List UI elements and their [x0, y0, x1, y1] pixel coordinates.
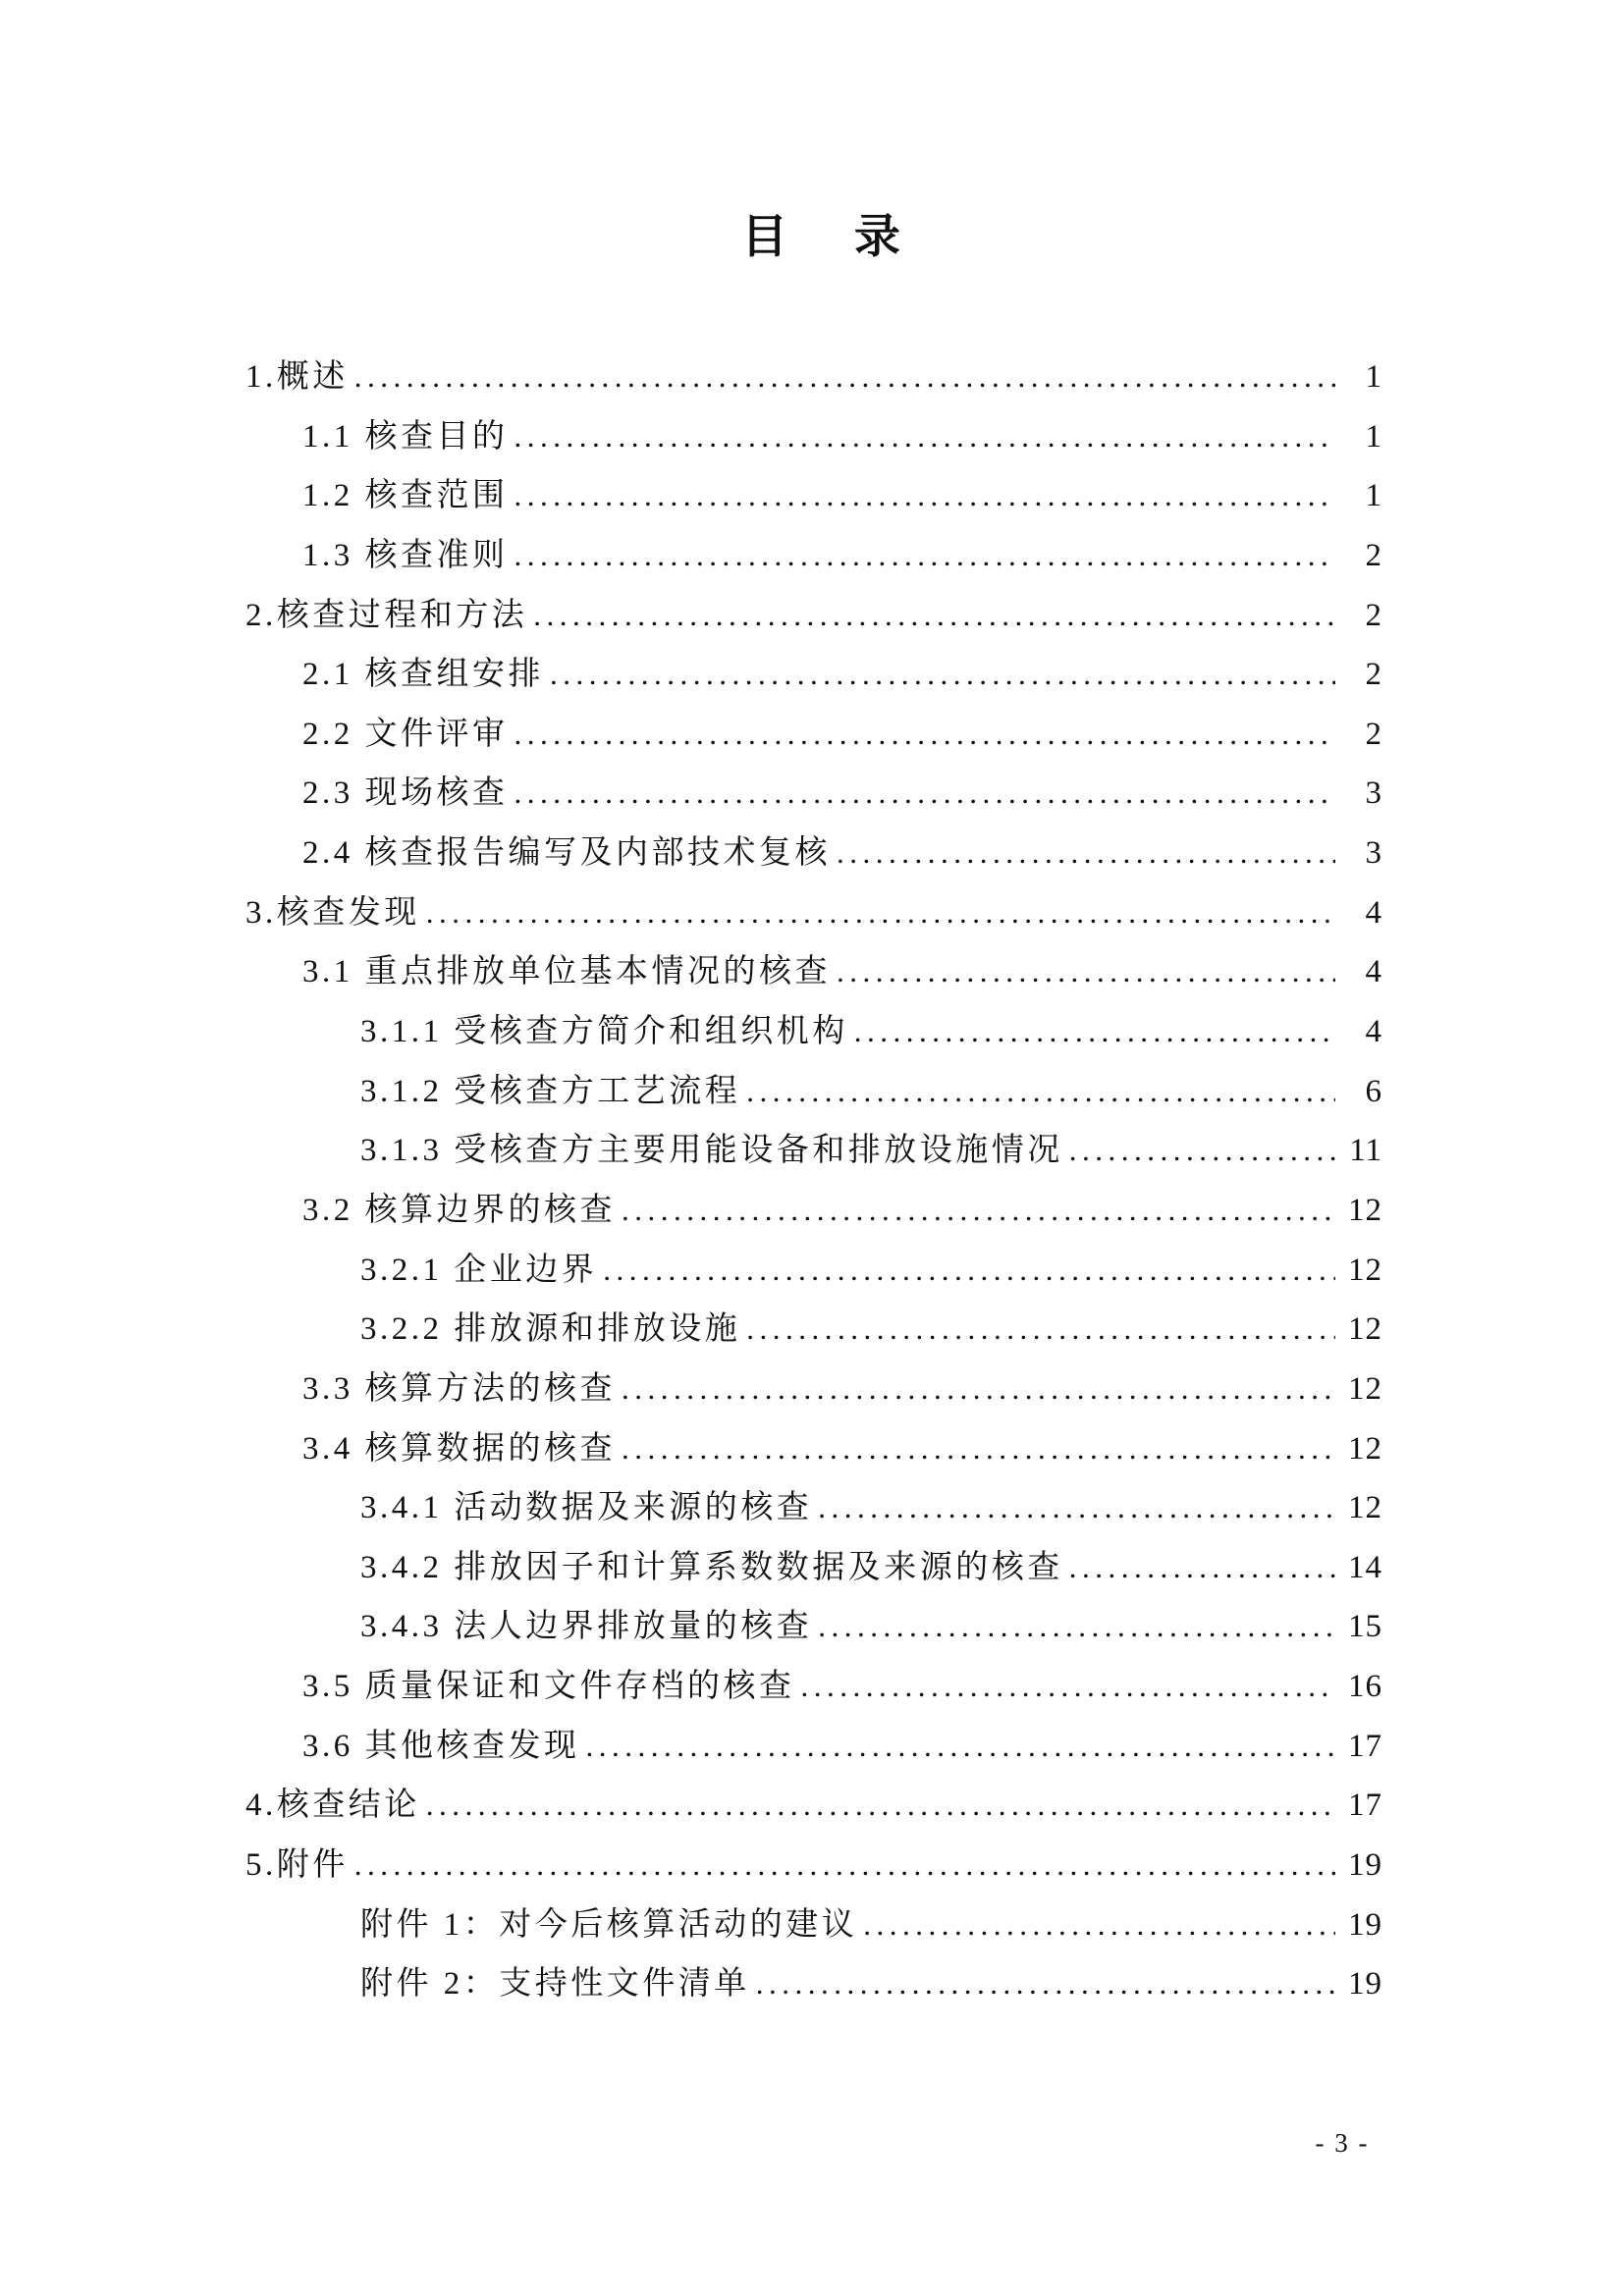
page-footer	[1288, 2128, 1396, 2159]
toc-entry[interactable]	[245, 1478, 1382, 1538]
toc-entry-label: 附件 2：支持性文件清单	[360, 1966, 750, 2002]
toc-entry-label: 3.5 质量保证和文件存档的核查	[302, 1669, 795, 1705]
toc-entry-page: 16	[1348, 1669, 1382, 1705]
toc-entry[interactable]	[245, 407, 1382, 467]
toc-entry-label: 3.1.2 受核查方工艺流程	[360, 1073, 741, 1109]
toc-entry[interactable]	[245, 942, 1382, 1002]
toc-entry-page: 12	[1348, 1430, 1382, 1467]
toc-entry[interactable]	[245, 1300, 1382, 1360]
toc-entry-page: 19	[1348, 1906, 1382, 1943]
toc-leader-dots	[514, 407, 1336, 467]
toc-entry-page: 17	[1348, 1788, 1382, 1824]
toc-entry[interactable]	[245, 1776, 1382, 1836]
toc-entry[interactable]	[245, 764, 1382, 824]
toc-leader-dots	[586, 1717, 1336, 1777]
toc-entry-label: 3.4.1 活动数据及来源的核查	[360, 1490, 813, 1526]
toc-entry-label: 1.1 核查目的	[302, 418, 509, 454]
toc-leader-dots	[514, 764, 1336, 824]
toc-leader-dots	[854, 1002, 1335, 1062]
toc-leader-dots	[354, 347, 1335, 407]
toc-entry[interactable]	[245, 1002, 1382, 1062]
toc-entry-page: 12	[1348, 1311, 1382, 1348]
toc-entry-page: 1	[1365, 418, 1382, 454]
toc-leader-dots	[622, 1181, 1335, 1241]
toc-entry-page: 15	[1348, 1609, 1382, 1645]
toc-entry-label: 3.1.1 受核查方简介和组织机构	[360, 1014, 848, 1050]
toc-entry[interactable]	[245, 1717, 1382, 1777]
toc-entry-page: 1	[1365, 359, 1382, 395]
toc-entry-label: 3.核查发现	[245, 894, 420, 931]
toc-entry-page: 4	[1365, 894, 1382, 931]
toc-entry[interactable]	[245, 526, 1382, 586]
toc-entry-label: 1.概述	[245, 359, 349, 395]
toc-entry-page: 4	[1365, 1014, 1382, 1050]
toc-leader-dots	[818, 1478, 1335, 1538]
toc-leader-dots	[1069, 1538, 1335, 1598]
toc-entry-label: 3.6 其他核查发现	[302, 1728, 580, 1764]
toc-entry-page: 19	[1348, 1966, 1382, 2002]
toc-entry-label: 3.1 重点排放单位基本情况的核查	[302, 954, 831, 990]
toc-leader-dots	[426, 883, 1335, 943]
toc-leader-dots	[863, 1896, 1335, 1955]
toc-entry-label: 3.1.3 受核查方主要用能设备和排放设施情况	[360, 1133, 1063, 1169]
toc-entry-page: 2	[1365, 597, 1382, 633]
toc-entry[interactable]	[245, 705, 1382, 765]
footer-page-number: - 3 -	[1315, 2128, 1370, 2158]
toc-entry-label: 3.4.2 排放因子和计算系数数据及来源的核查	[360, 1549, 1063, 1585]
toc-entry-page: 2	[1365, 716, 1382, 752]
toc-entry-page: 2	[1365, 537, 1382, 573]
toc-entry-page: 11	[1349, 1133, 1382, 1169]
toc-entry-label: 3.2.2 排放源和排放设施	[360, 1311, 741, 1348]
toc-entry[interactable]	[245, 1121, 1382, 1181]
toc-leader-dots	[746, 1300, 1335, 1360]
toc-entry-page: 6	[1365, 1073, 1382, 1109]
toc-entry-label: 附件 1：对今后核算活动的建议	[360, 1906, 858, 1943]
toc-entry-page: 12	[1348, 1490, 1382, 1526]
toc-entry[interactable]	[245, 1062, 1382, 1122]
toc-entry-page: 3	[1365, 775, 1382, 812]
toc-entry-page: 12	[1348, 1252, 1382, 1288]
toc-entry-label: 3.4 核算数据的核查	[302, 1430, 616, 1467]
toc-leader-dots	[426, 1776, 1335, 1836]
toc-leader-dots	[603, 1241, 1335, 1301]
toc-entry[interactable]	[245, 1896, 1382, 1955]
toc-entry-page: 3	[1365, 835, 1382, 872]
toc-entry[interactable]	[245, 1597, 1382, 1657]
toc-leader-dots	[1069, 1121, 1335, 1181]
toc-entry[interactable]	[245, 1241, 1382, 1301]
toc-entry[interactable]	[245, 1181, 1382, 1241]
toc-leader-dots	[354, 1836, 1335, 1896]
toc-entry[interactable]	[245, 1360, 1382, 1419]
toc-entry[interactable]	[245, 645, 1382, 705]
toc-entry-label: 3.2 核算边界的核查	[302, 1192, 616, 1228]
toc-entry[interactable]	[245, 824, 1382, 883]
toc-entry[interactable]	[245, 347, 1382, 407]
toc-leader-dots	[550, 645, 1335, 705]
toc-entry[interactable]	[245, 466, 1382, 526]
toc-entry[interactable]	[245, 1538, 1382, 1598]
toc-entry-label: 5.附件	[245, 1847, 349, 1884]
toc-leader-dots	[837, 942, 1335, 1002]
toc-entry[interactable]	[245, 586, 1382, 646]
toc-entry-page: 1	[1365, 478, 1382, 514]
toc-entry-page: 4	[1365, 954, 1382, 990]
toc-entry-page: 12	[1348, 1192, 1382, 1228]
toc-leader-dots	[818, 1597, 1335, 1657]
toc-leader-dots	[514, 526, 1336, 586]
toc-leader-dots	[533, 586, 1335, 646]
toc-entry[interactable]	[245, 1836, 1382, 1896]
toc-entry-label: 2.2 文件评审	[302, 716, 509, 752]
toc-leader-dots	[746, 1062, 1335, 1122]
toc-leader-dots	[622, 1419, 1335, 1479]
toc-entry-label: 2.核查过程和方法	[245, 597, 528, 633]
toc-entry-page: 17	[1348, 1728, 1382, 1764]
toc-entry[interactable]	[245, 1954, 1382, 2014]
toc-list	[245, 347, 1382, 2014]
toc-leader-dots	[837, 824, 1335, 883]
toc-leader-dots	[756, 1954, 1335, 2014]
toc-leader-dots	[514, 466, 1336, 526]
toc-entry[interactable]	[245, 883, 1382, 943]
toc-entry-label: 2.4 核查报告编写及内部技术复核	[302, 835, 831, 872]
toc-entry[interactable]	[245, 1657, 1382, 1717]
toc-entry[interactable]	[245, 1419, 1382, 1479]
toc-entry-label: 1.3 核查准则	[302, 537, 509, 573]
toc-entry-label: 4.核查结论	[245, 1788, 420, 1824]
toc-title: 目 录	[741, 212, 902, 263]
toc-entry-label: 2.1 核查组安排	[302, 657, 544, 693]
toc-entry-label: 3.3 核算方法的核查	[302, 1370, 616, 1407]
toc-entry-label: 1.2 核查范围	[302, 478, 509, 514]
toc-entry-page: 12	[1348, 1370, 1382, 1407]
toc-entry-page: 2	[1365, 657, 1382, 693]
toc-leader-dots	[622, 1360, 1335, 1419]
toc-entry-page: 14	[1348, 1549, 1382, 1585]
toc-entry-page: 19	[1348, 1847, 1382, 1884]
toc-entry-label: 3.4.3 法人边界排放量的核查	[360, 1609, 813, 1645]
toc-leader-dots	[514, 705, 1336, 765]
toc-entry-label: 2.3 现场核查	[302, 775, 509, 812]
toc-entry-label: 3.2.1 企业边界	[360, 1252, 598, 1288]
toc-leader-dots	[801, 1657, 1336, 1717]
